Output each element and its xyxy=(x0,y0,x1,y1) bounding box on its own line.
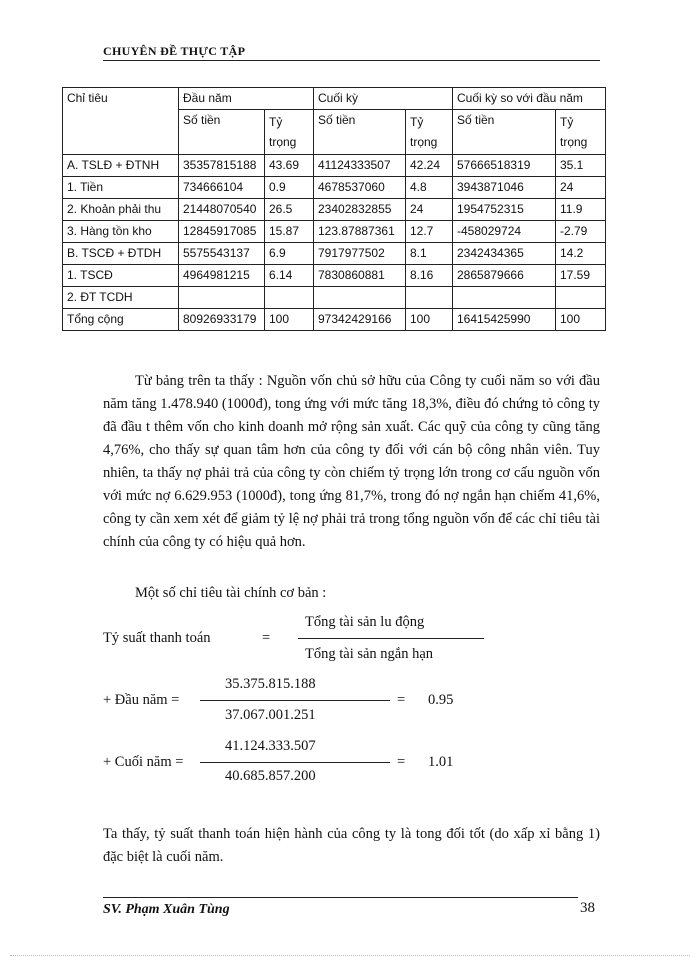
table-cell: 4678537060 xyxy=(314,177,406,199)
formula-label: Tỷ suất thanh toán xyxy=(103,630,211,646)
table-cell: 12.7 xyxy=(406,221,453,243)
table-cell: 42.24 xyxy=(406,155,453,177)
formula-numerator: Tổng tài sản lu động xyxy=(305,614,425,630)
table-cell: 80926933179 xyxy=(179,309,265,331)
table-cell xyxy=(453,287,556,309)
table-row xyxy=(63,177,606,199)
formula-equals: = xyxy=(262,630,271,646)
header-cell: Tỷ trọng xyxy=(556,110,606,155)
header-cell: Đầu năm xyxy=(179,88,314,110)
calc-start-numerator: 35.375.815.188 xyxy=(225,676,316,692)
formula-denominator: Tổng tài sản ngắn hạn xyxy=(305,646,434,662)
table-cell: 100 xyxy=(556,309,606,331)
table-cell: 6.14 xyxy=(265,265,314,287)
table-cell: 16415425990 xyxy=(453,309,556,331)
table-cell: 97342429166 xyxy=(314,309,406,331)
table-cell: 0.9 xyxy=(265,177,314,199)
table-cell: 4.8 xyxy=(406,177,453,199)
table-cell: 41124333507 xyxy=(314,155,406,177)
table-cell: 57666518319 xyxy=(453,155,556,177)
table-cell: 35.1 xyxy=(556,155,606,177)
table-cell: 734666104 xyxy=(179,177,265,199)
header-cell: Tỷ trọng xyxy=(406,110,453,155)
table-cell: 11.9 xyxy=(556,199,606,221)
table-cell: 43.69 xyxy=(265,155,314,177)
table-cell xyxy=(179,287,265,309)
table-cell xyxy=(556,287,606,309)
table-cell: 4964981215 xyxy=(179,265,265,287)
header-cell: Cuối kỳ xyxy=(314,88,453,110)
footer-author: SV. Phạm Xuân Tùng xyxy=(103,902,230,917)
table-cell: 2342434365 xyxy=(453,243,556,265)
table-cell: B. TSCĐ + ĐTDH xyxy=(63,243,179,265)
table-cell: 17.59 xyxy=(556,265,606,287)
footer-divider xyxy=(103,897,578,898)
table-cell: 3. Hàng tồn kho xyxy=(63,221,179,243)
table-cell: 123.87887361 xyxy=(314,221,406,243)
calc-end-result: 1.01 xyxy=(428,754,454,770)
page-number: 38 xyxy=(580,900,595,916)
formula-fraction-line xyxy=(298,638,484,639)
table-cell: -2.79 xyxy=(556,221,606,243)
header-cell: Chỉ tiêu xyxy=(63,88,179,155)
analysis-paragraph: Từ bảng trên ta thấy : Nguồn vốn chủ sở hữu của Công ty cuối năm so với đầu năm tăng 1.478.940 (1000đ), tong ứng với mức tăng 18,3%, điều đó chứng tỏ công ty đã đầu t thêm vốn cho kinh doanh mở rộng sản xuất. Các quỹ của công ty cũng tăng 4,76%, cho thấy sự quan tâm hơn của công ty đối với cán bộ công nhân viên. Tuy nhiên, ta thấy nợ phải trả của công ty còn chiếm tỷ trọng lớn trong cơ cấu nguồn vốn với mức nợ 6.629.953 (1000đ), tong ứng 81,7%, trong đó nợ ngắn hạn chiếm 41,6%, công ty cần xem xét để giảm tỷ lệ nợ phải trả trong tổng nguồn vốn để các chỉ tiêu tài chính của công ty có hiệu quả hơn. xyxy=(103,373,600,550)
table-cell xyxy=(265,287,314,309)
calc-end-denominator: 40.685.857.200 xyxy=(225,768,316,784)
page-header: CHUYÊN ĐỀ THỰC TẬP xyxy=(103,44,600,61)
table-cell: 21448070540 xyxy=(179,199,265,221)
calc-start-denominator: 37.067.001.251 xyxy=(225,707,316,723)
table-cell: 12845917085 xyxy=(179,221,265,243)
header-cell: Số tiền xyxy=(453,110,556,155)
calc-end-fraction-line xyxy=(200,762,390,763)
table-cell: 26.5 xyxy=(265,199,314,221)
table-row xyxy=(63,243,606,265)
table-body xyxy=(63,155,606,331)
table-cell: 8.1 xyxy=(406,243,453,265)
table-cell: 2865879666 xyxy=(453,265,556,287)
calc-end-equals: = xyxy=(397,754,406,770)
intro-text: Một số chỉ tiêu tài chính cơ bản : xyxy=(135,585,327,601)
table-cell: 23402832855 xyxy=(314,199,406,221)
finance-table xyxy=(62,87,606,331)
calc-start-equals: = xyxy=(397,692,406,708)
table-cell: 8.16 xyxy=(406,265,453,287)
table-cell: -458029724 xyxy=(453,221,556,243)
table-row xyxy=(63,287,606,309)
table-cell: 5575543137 xyxy=(179,243,265,265)
table-row xyxy=(63,199,606,221)
table-header-row xyxy=(63,88,606,110)
calc-end-numerator: 41.124.333.507 xyxy=(225,738,316,754)
table-cell: 14.2 xyxy=(556,243,606,265)
table-cell: Tổng cộng xyxy=(63,309,179,331)
table-cell: 24 xyxy=(556,177,606,199)
page-bottom-border xyxy=(10,955,690,956)
calc-start-label: + Đầu năm = xyxy=(103,692,180,708)
table-cell: A. TSLĐ + ĐTNH xyxy=(63,155,179,177)
header-cell: Cuối kỳ so với đầu năm xyxy=(453,88,606,110)
calc-start-fraction-line xyxy=(200,700,390,701)
table-cell xyxy=(406,287,453,309)
table-cell: 15.87 xyxy=(265,221,314,243)
calc-start-result: 0.95 xyxy=(428,692,454,708)
table-row xyxy=(63,265,606,287)
table-cell: 2. ĐT TCDH xyxy=(63,287,179,309)
header-cell: Số tiền xyxy=(179,110,265,155)
table-cell: 24 xyxy=(406,199,453,221)
table-cell: 100 xyxy=(406,309,453,331)
table-cell: 7917977502 xyxy=(314,243,406,265)
calc-end-label: + Cuối năm = xyxy=(103,754,184,770)
header-cell: Số tiền xyxy=(314,110,406,155)
table-row xyxy=(63,309,606,331)
table-row xyxy=(63,155,606,177)
table-cell: 1. Tiền xyxy=(63,177,179,199)
table-row xyxy=(63,221,606,243)
table-cell: 6.9 xyxy=(265,243,314,265)
table-cell: 100 xyxy=(265,309,314,331)
table-cell: 7830860881 xyxy=(314,265,406,287)
table-cell: 1954752315 xyxy=(453,199,556,221)
table-cell: 3943871046 xyxy=(453,177,556,199)
table-cell: 35357815188 xyxy=(179,155,265,177)
table-cell: 1. TSCĐ xyxy=(63,265,179,287)
header-cell: Tỷ trọng xyxy=(265,110,314,155)
table-cell xyxy=(314,287,406,309)
table-cell: 2. Khoản phải thu xyxy=(63,199,179,221)
conclusion-paragraph: Ta thấy, tỷ suất thanh toán hiện hành của công ty là tong đối tốt (do xấp xỉ bằng 1) đặc biệt là cuối năm. xyxy=(103,826,600,865)
